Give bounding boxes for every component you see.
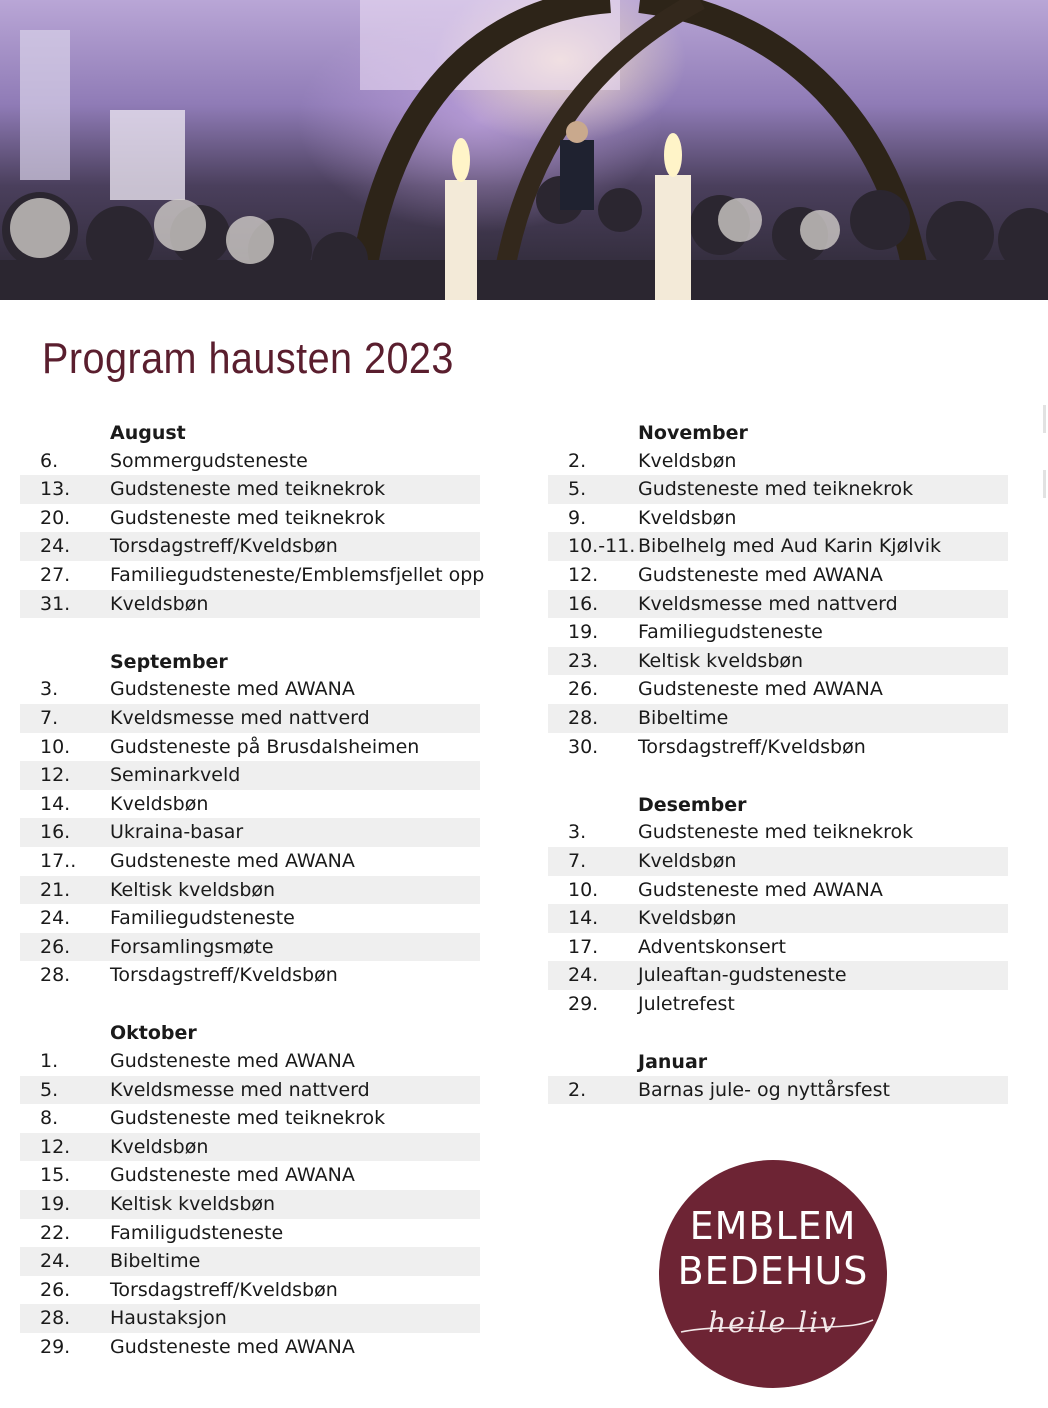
spacer [20, 990, 480, 1019]
event-row [20, 590, 480, 619]
event-name: Kveldsmesse med nattverd [110, 706, 370, 729]
event-row [20, 1190, 480, 1219]
event-date: 16. [40, 821, 71, 844]
month-block-august [20, 418, 485, 618]
event-name: Familigudsteneste [110, 1221, 284, 1244]
event-row [548, 675, 1008, 704]
event-name: Gudsteneste med teiknekrok [638, 478, 914, 501]
event-row [20, 904, 480, 933]
event-date: 14. [40, 792, 71, 815]
event-name: Gudsteneste med AWANA [638, 878, 883, 901]
month-block-september [20, 647, 480, 990]
event-list [548, 818, 1008, 1018]
event-name: Gudsteneste med AWANA [110, 849, 355, 872]
event-list [548, 447, 1008, 762]
event-name: Gudsteneste på Brusdalsheimen [110, 735, 420, 758]
event-row [548, 447, 1008, 476]
event-date: 13. [40, 478, 71, 501]
schedule-left-column [20, 418, 485, 1362]
event-name: Torsdagstreff/Kveldsbøn [110, 964, 338, 987]
event-name: Haustaksjon [110, 1307, 227, 1330]
event-date: 8. [40, 1107, 59, 1130]
event-row [20, 532, 480, 561]
event-date: 29. [40, 1336, 71, 1358]
event-row [20, 1047, 480, 1076]
event-date: 3. [568, 821, 587, 844]
event-date: 10. [40, 735, 71, 758]
spacer [20, 618, 480, 647]
event-date: 27. [40, 563, 71, 586]
event-date: 31. [40, 592, 71, 615]
event-date: 19. [568, 621, 599, 644]
event-date: 24. [568, 964, 599, 987]
month-heading: Desember [638, 793, 747, 816]
event-name: Gudsteneste med AWANA [110, 1336, 355, 1358]
event-date: 14. [568, 907, 599, 930]
month-heading: Oktober [110, 1022, 197, 1045]
event-date: 12. [40, 1135, 71, 1158]
event-name: Gudsteneste med teiknekrok [110, 506, 386, 529]
event-date: 12. [40, 764, 71, 787]
church-interior-illustration [0, 0, 1048, 300]
event-row [20, 1076, 480, 1105]
event-row [20, 818, 480, 847]
event-row [548, 504, 1008, 533]
event-date: 26. [40, 935, 71, 958]
event-row [20, 561, 485, 590]
event-row [548, 1076, 1008, 1105]
event-date: 28. [40, 1307, 71, 1330]
event-row [548, 990, 1008, 1019]
event-name: Bibeltime [638, 706, 729, 729]
event-name: Keltisk kveldsbøn [638, 649, 804, 672]
month-heading: Januar [638, 1051, 708, 1074]
event-row [20, 961, 480, 990]
event-row [20, 475, 480, 504]
event-date: 30. [568, 735, 599, 758]
event-row [548, 818, 1008, 847]
emblem-bedehus-logo [659, 1160, 887, 1388]
event-name: Torsdagstreff/Kveldsbøn [638, 735, 866, 758]
event-name: Torsdagstreff/Kveldsbøn [110, 1278, 338, 1301]
event-row [20, 733, 480, 762]
event-date: 23. [568, 649, 599, 672]
event-row [20, 847, 480, 876]
event-date: 24. [40, 907, 71, 930]
event-name: Kveldsmesse med nattverd [110, 1078, 370, 1101]
event-name: Kveldsbøn [638, 907, 737, 930]
event-date: 16. [568, 592, 599, 615]
event-name: Gudsteneste med AWANA [638, 678, 883, 701]
event-name: Gudsteneste med AWANA [110, 678, 355, 701]
event-date: 29. [568, 992, 599, 1015]
event-name: Kveldsbøn [638, 506, 737, 529]
event-name: Adventskonsert [638, 935, 786, 958]
event-name: Gudsteneste med AWANA [110, 1164, 355, 1187]
event-name: Forsamlingsmøte [110, 935, 274, 958]
event-date: 22. [40, 1221, 71, 1244]
page-edge-mark [1043, 405, 1046, 433]
event-name: Kveldsbøn [638, 449, 737, 472]
event-name: Kveldsmesse med nattverd [638, 592, 898, 615]
event-date: 5. [40, 1078, 59, 1101]
spacer [548, 1018, 1008, 1047]
event-row [548, 704, 1008, 733]
event-name: Keltisk kveldsbøn [110, 878, 276, 901]
event-name: Keltisk kveldsbøn [110, 1193, 276, 1216]
event-name: Barnas jule- og nyttårsfest [638, 1078, 890, 1101]
event-date: 7. [568, 849, 587, 872]
event-name: Kveldsbøn [110, 1135, 209, 1158]
event-name: Familiegudsteneste [110, 907, 295, 930]
month-block-januar [548, 1047, 1008, 1104]
page-title: Program hausten 2023 [42, 334, 454, 383]
event-date: 17.. [40, 849, 77, 872]
event-date: 28. [40, 964, 71, 987]
event-name: Kveldsbøn [110, 792, 209, 815]
event-row [20, 1161, 480, 1190]
event-list [20, 675, 480, 990]
event-name: Gudsteneste med teiknekrok [638, 821, 914, 844]
event-row [20, 704, 480, 733]
event-row [548, 532, 1008, 561]
month-block-oktober [20, 1018, 480, 1361]
event-date: 7. [40, 706, 59, 729]
event-row [548, 847, 1008, 876]
event-list [548, 1076, 1008, 1105]
event-date: 12. [568, 563, 599, 586]
event-row [20, 1304, 480, 1333]
event-row [548, 904, 1008, 933]
event-name: Juletrefest [638, 992, 735, 1015]
event-row [20, 1133, 480, 1162]
event-row [20, 933, 480, 962]
event-row [20, 790, 480, 819]
spacer [548, 761, 1008, 790]
event-row [548, 876, 1008, 905]
event-name: Seminarkveld [110, 764, 241, 787]
event-date: 24. [40, 1250, 71, 1273]
event-name: Gudsteneste med AWANA [110, 1050, 355, 1073]
event-date: 1. [40, 1050, 59, 1073]
event-row [20, 1219, 480, 1248]
event-date: 3. [40, 678, 59, 701]
event-date: 2. [568, 1078, 587, 1101]
logo-flourish-icon [659, 1160, 887, 1388]
event-row [20, 876, 480, 905]
event-date: 10.-11. [568, 535, 636, 558]
event-name: Kveldsbøn [110, 592, 209, 615]
event-name: Gudsteneste med teiknekrok [110, 478, 386, 501]
event-name: Bibelhelg med Aud Karin Kjølvik [638, 535, 941, 558]
month-block-november [548, 418, 1008, 761]
event-date: 5. [568, 478, 587, 501]
month-heading: September [110, 650, 228, 673]
event-name: Gudsteneste med teiknekrok [110, 1107, 386, 1130]
event-date: 24. [40, 535, 71, 558]
event-date: 15. [40, 1164, 71, 1187]
event-row [20, 675, 480, 704]
logo-tagline: heile liv [708, 1306, 838, 1339]
logo-line-2: BEDEHUS [677, 1249, 869, 1293]
schedule-right-column [548, 418, 1008, 1104]
event-name: Familiegudsteneste/Emblemsfjellet opp [110, 563, 485, 586]
event-date: 26. [568, 678, 599, 701]
event-date: 28. [568, 706, 599, 729]
event-name: Familiegudsteneste [638, 621, 823, 644]
event-list [20, 1047, 480, 1362]
event-name: Sommergudsteneste [110, 449, 308, 472]
event-row [20, 1247, 480, 1276]
event-date: 21. [40, 878, 71, 901]
event-row [20, 1104, 480, 1133]
event-name: Gudsteneste med AWANA [638, 563, 883, 586]
event-name: Ukraina-basar [110, 821, 244, 844]
event-date: 19. [40, 1193, 71, 1216]
event-list [20, 447, 485, 619]
event-row [548, 590, 1008, 619]
event-name: Juleaftan-gudsteneste [638, 964, 847, 987]
hero-photo [0, 0, 1048, 300]
event-row [20, 1276, 480, 1305]
event-date: 20. [40, 506, 71, 529]
event-name: Torsdagstreff/Kveldsbøn [110, 535, 338, 558]
event-row [548, 933, 1008, 962]
logo-line-1: EMBLEM [689, 1204, 857, 1248]
event-row [548, 647, 1008, 676]
month-heading: November [638, 422, 748, 444]
page-edge-mark [1043, 470, 1046, 498]
event-row [548, 561, 1008, 590]
event-row [20, 447, 480, 476]
event-name: Kveldsbøn [638, 849, 737, 872]
event-row [20, 761, 480, 790]
event-date: 6. [40, 449, 59, 472]
event-row [548, 475, 1008, 504]
event-row [548, 733, 1008, 762]
event-date: 26. [40, 1278, 71, 1301]
event-row [548, 618, 1008, 647]
event-date: 2. [568, 449, 587, 472]
month-heading: August [110, 422, 186, 444]
month-block-desember [548, 790, 1008, 1019]
event-row [20, 1333, 480, 1362]
event-date: 17. [568, 935, 599, 958]
event-name: Bibeltime [110, 1250, 201, 1273]
event-date: 9. [568, 506, 587, 529]
event-row [548, 961, 1008, 990]
event-row [20, 504, 480, 533]
event-date: 10. [568, 878, 599, 901]
